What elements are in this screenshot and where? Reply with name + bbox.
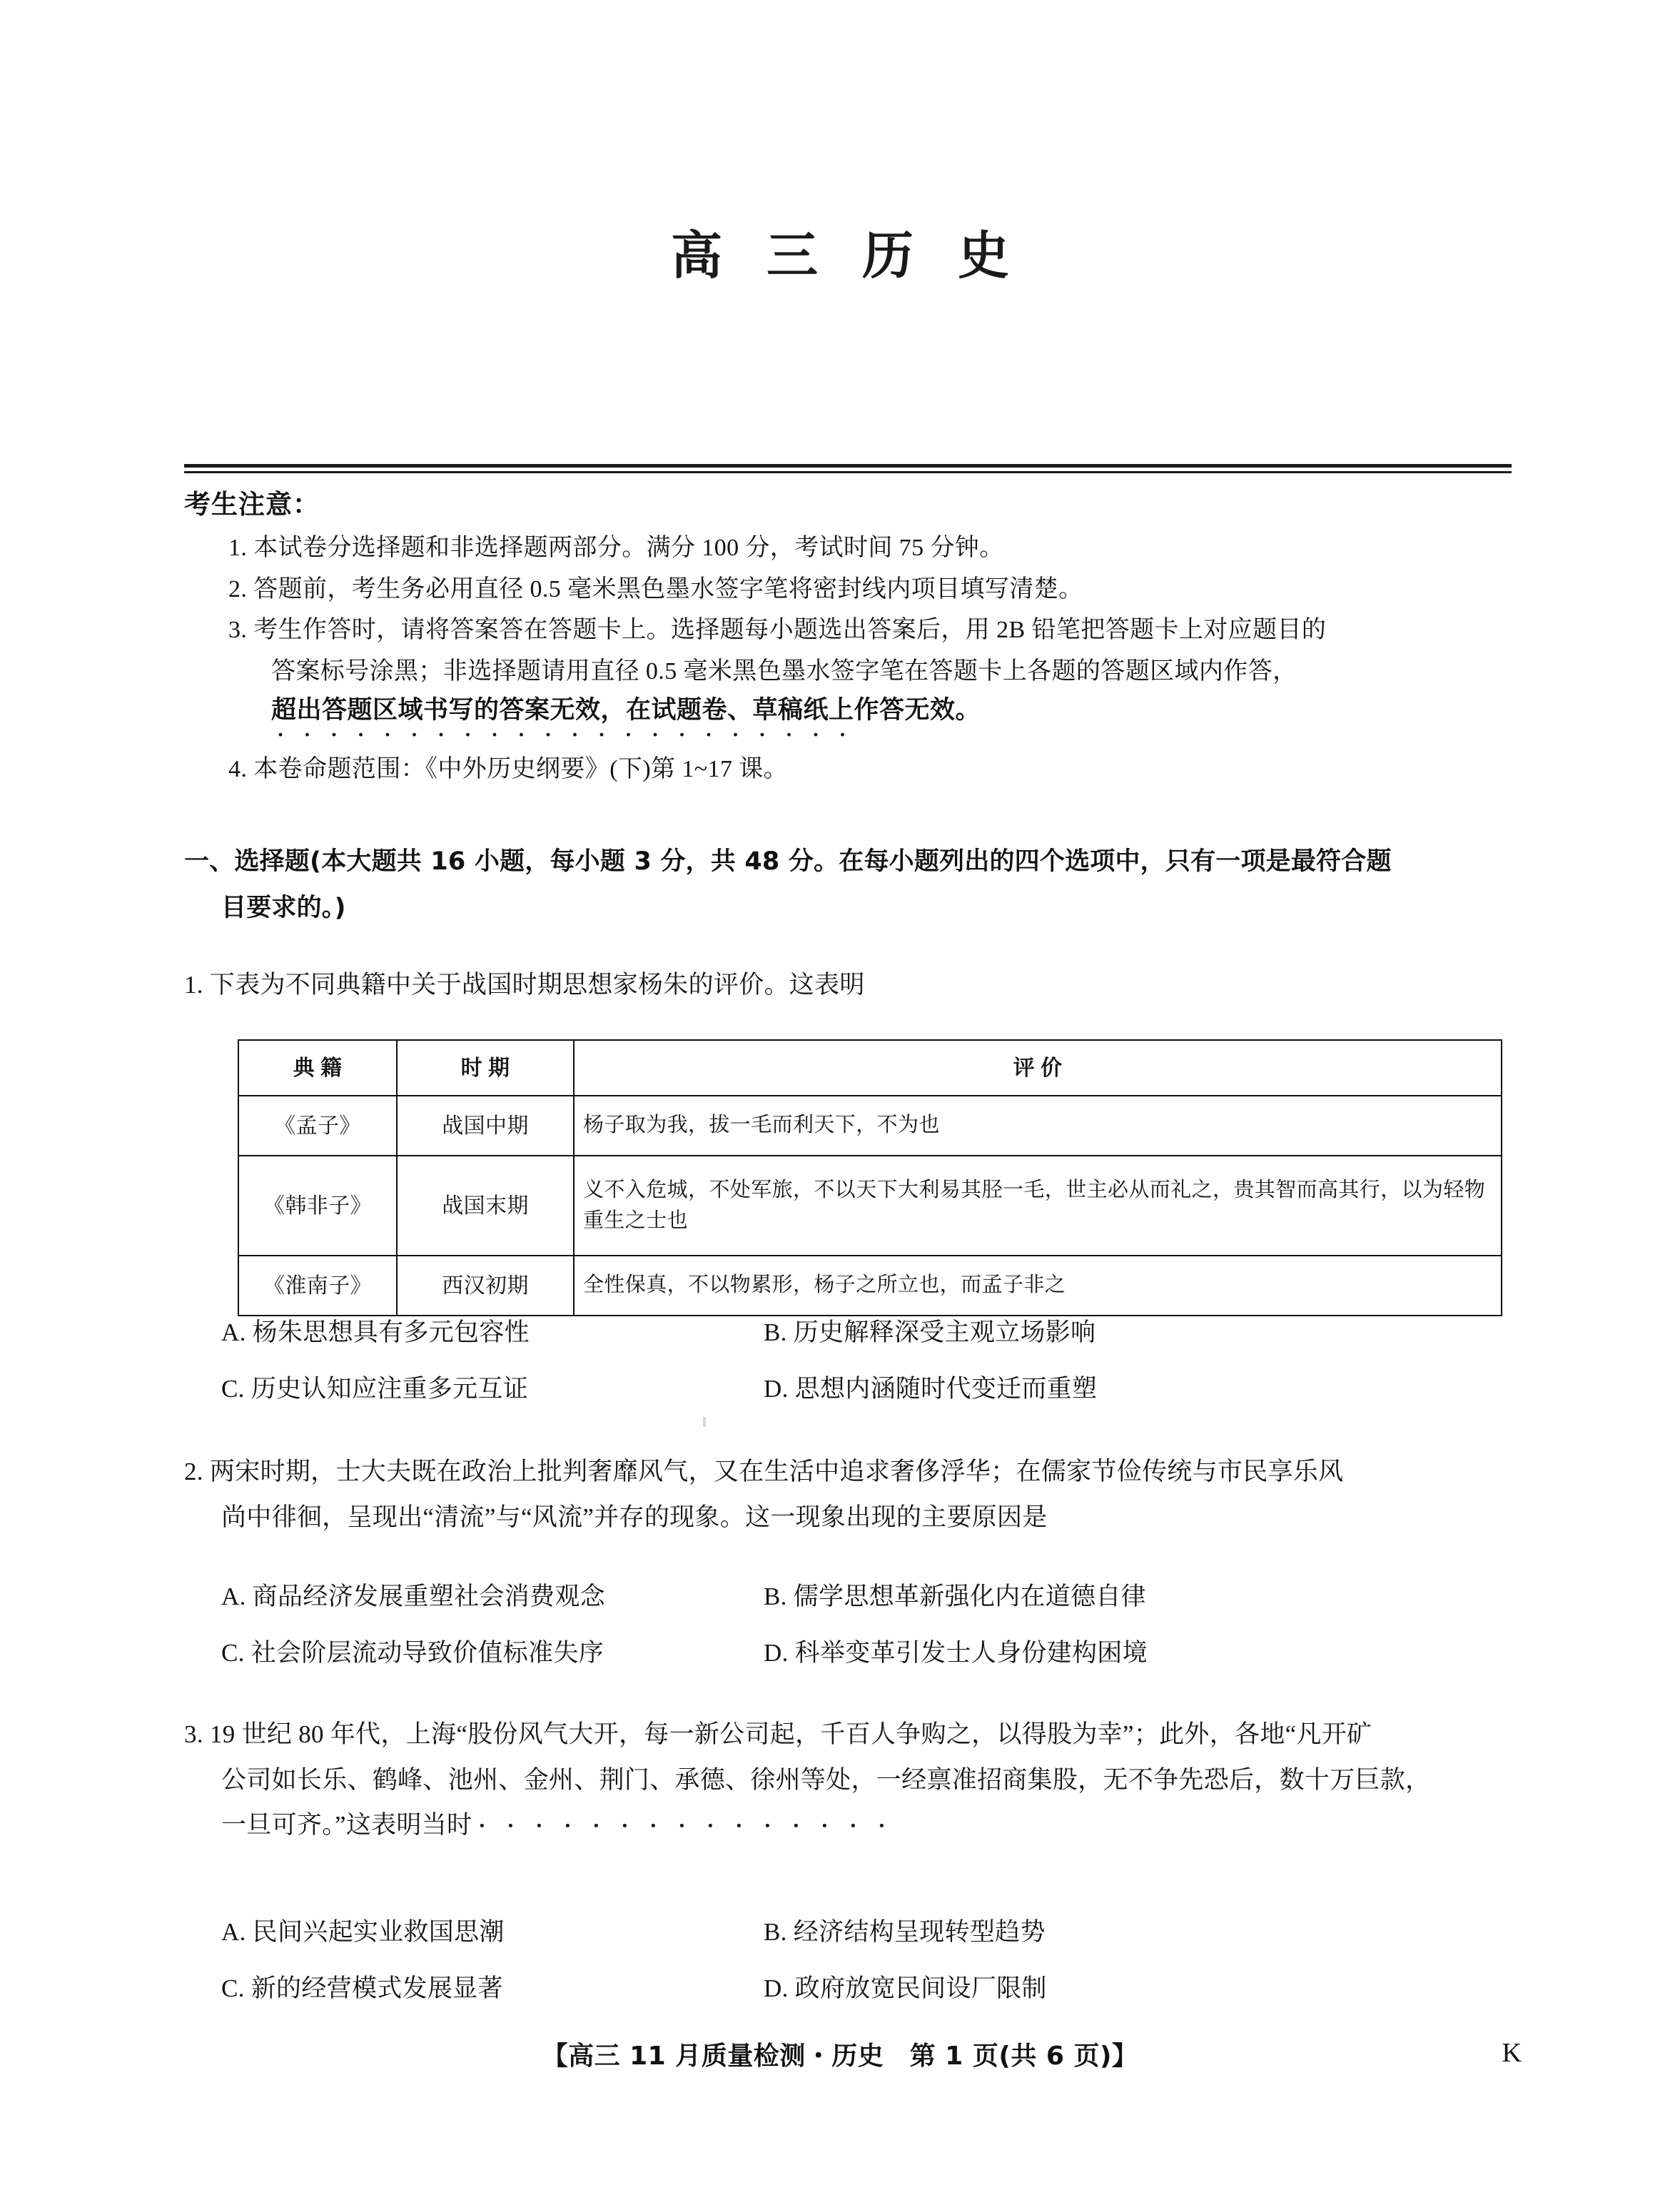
section-heading-line-2: 目要求的。) [221, 893, 346, 922]
question-1-option-d[interactable]: D. 思想内涵随时代变迁而重塑 [764, 1374, 1098, 1403]
notice-item-3-line-3: 超出答题区域书写的答案无效，在试题卷、草稿纸上作答无效。 [271, 695, 981, 725]
question-2-option-d[interactable]: D. 科举变革引发士人身份建构困境 [764, 1638, 1148, 1667]
question-3-stem-line-3-text: 一旦可齐。”这表明当时 [221, 1811, 472, 1840]
question-1-table [238, 1039, 1502, 1316]
table-cell-source: 《韩非子》 [238, 1156, 397, 1256]
footer-page-label: 【高三 11 月质量检测・历史 第 1 页(共 6 页)】 [542, 2042, 1138, 2071]
table-header-row [238, 1040, 1502, 1096]
question-2-stem-line-2: 尚中徘徊，呈现出“清流”与“风流”并存的现象。这一现象出现的主要原因是 [221, 1503, 1048, 1531]
question-3-option-a[interactable]: A. 民间兴起实业救国思潮 [221, 1918, 505, 1946]
question-3-stem [184, 1712, 1516, 1848]
question-2-stem-line-1: 2. 两宋时期，士大夫既在政治上批判奢靡风气，又在生活中追求奢侈浮华；在儒家节俭传统与市民享乐风 [184, 1458, 1344, 1485]
question-1-option-b[interactable]: B. 历史解释深受主观立场影响 [764, 1318, 1096, 1346]
question-2-option-c[interactable]: C. 社会阶层流动导致价值标准失序 [221, 1638, 604, 1667]
question-2-stem [184, 1449, 1516, 1540]
notice-item-3-line-1: 3. 考生作答时，请将答案答在答题卡上。选择题每小题选出答案后，用 2B 铅笔把答题卡上对应题目的 [228, 617, 1327, 644]
question-2-option-a[interactable]: A. 商品经济发展重塑社会消费观念 [221, 1583, 605, 1610]
table-cell-comment: 杨子取为我，拔一毛而利天下，不为也 [574, 1096, 1502, 1156]
table-cell-period: 战国末期 [397, 1156, 574, 1256]
scan-artifact [703, 1417, 706, 1427]
notice-emphasis-dots: ・・・・・・・・・・・・・・・・・・・・・・ [271, 730, 861, 744]
table-row [238, 1156, 1502, 1256]
candidate-notice [184, 483, 1516, 792]
table-cell-source: 《孟子》 [238, 1096, 397, 1156]
question-3-emphasis-dots: ・・・・・・・・・・・・・・・ [472, 1816, 901, 1839]
footer-paper-code: K [1502, 2038, 1522, 2068]
section-heading-line-1: 一、选择题(本大题共 16 小题，每小题 3 分，共 48 分。在每小题列出的四个选项中，只有一项是最符合题 [184, 847, 1392, 876]
table-row [238, 1256, 1502, 1316]
table-header-source: 典 籍 [238, 1040, 397, 1096]
question-1-option-c[interactable]: C. 历史认知应注重多元互证 [221, 1374, 529, 1403]
table-cell-comment: 义不入危城，不处军旅，不以天下大利易其胫一毛，世主必从而礼之，贵其智而高其行，以为轻物重生之士也 [574, 1156, 1502, 1256]
question-3-stem-line-1: 3. 19 世纪 80 年代，上海“股份风气大开，每一新公司起，千百人争购之，以得股为幸”；此外，各地“凡开矿 [184, 1720, 1372, 1748]
question-3-stem-line-2: 公司如长乐、鹤峰、池州、金州、荆门、承德、徐州等处，一经禀准招商集股，无不争先恐后，数十万巨款， [221, 1765, 1431, 1794]
page-title: 高 三 历 史 [670, 228, 1025, 285]
question-2-option-b[interactable]: B. 儒学思想革新强化内在道德自律 [764, 1583, 1146, 1610]
question-3-option-d[interactable]: D. 政府放宽民间设厂限制 [764, 1974, 1047, 2002]
notice-item-2: 2. 答题前，考生务必用直径 0.5 毫米黑色墨水签字笔将密封线内项目填写清楚。 [228, 575, 1083, 602]
question-1-option-a[interactable]: A. 杨朱思想具有多元包容性 [221, 1318, 530, 1346]
question-3-option-c[interactable]: C. 新的经营模式发展显著 [221, 1974, 503, 2002]
table-cell-period: 西汉初期 [397, 1256, 574, 1316]
divider-thin-line [184, 471, 1512, 473]
table-cell-source: 《淮南子》 [238, 1256, 397, 1316]
table-row [238, 1096, 1502, 1156]
question-3-option-b[interactable]: B. 经济结构呈现转型趋势 [764, 1918, 1046, 1946]
question-3-stem-line-3 [184, 1802, 1516, 1848]
question-1-stem [184, 962, 1516, 1008]
notice-item-3-line-2: 答案标号涂黑；非选择题请用直径 0.5 毫米黑色墨水签字笔在答题卡上各题的答题区域内作答， [271, 658, 1297, 685]
question-2-options [221, 1579, 1506, 1672]
question-1-table-wrap [238, 1039, 1502, 1316]
question-1-stem-line-1: 1. 下表为不同典籍中关于战国时期思想家杨朱的评价。这表明 [184, 971, 865, 999]
table-header-period: 时 期 [397, 1040, 574, 1096]
notice-heading: 考生注意： [184, 489, 320, 520]
section-heading [184, 839, 1516, 932]
question-1-options [221, 1315, 1506, 1408]
table-cell-period: 战国中期 [397, 1096, 574, 1156]
notice-item-4: 4. 本卷命题范围：《中外历史纲要》(下)第 1~17 课。 [228, 755, 789, 782]
table-header-comment: 评 价 [574, 1040, 1502, 1096]
question-3-options [221, 1914, 1506, 2007]
header-divider [184, 464, 1512, 473]
notice-item-1: 1. 本试卷分选择题和非选择题两部分。满分 100 分，考试时间 75 分钟。 [228, 535, 1004, 561]
table-cell-comment: 全性保真，不以物累形，杨子之所立也，而孟子非之 [574, 1256, 1502, 1316]
